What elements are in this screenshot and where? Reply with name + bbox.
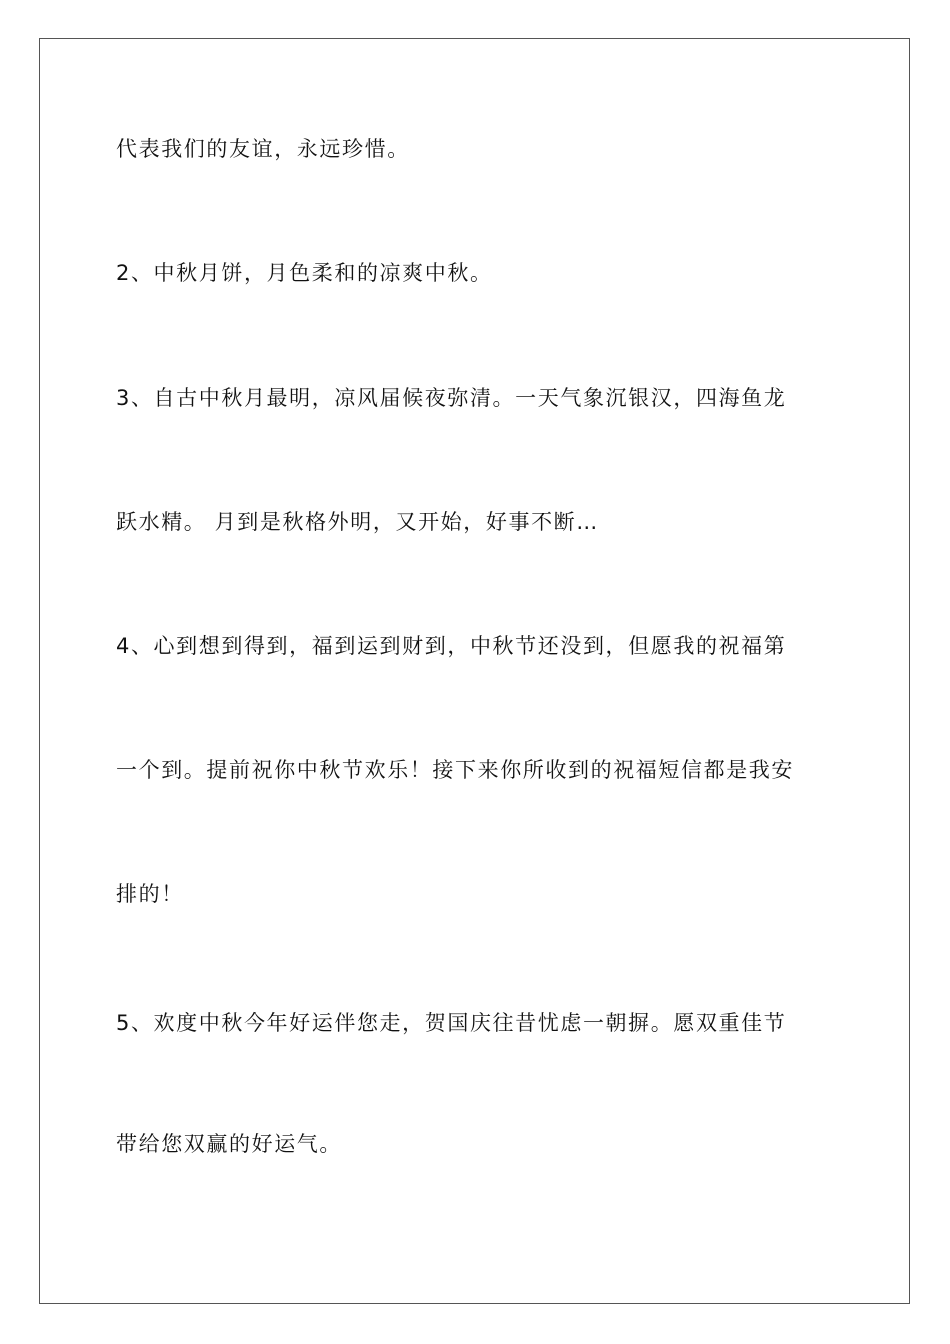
text-line-9: 带给您双赢的好运气。 (116, 1132, 342, 1156)
text-line-2: 2、中秋月饼，月色柔和的凉爽中秋。 (116, 261, 493, 285)
text-line-4: 跃水精。 月到是秋格外明，又开始，好事不断… (116, 510, 599, 534)
text-line-5: 4、心到想到得到，福到运到财到，中秋节还没到，但愿我的祝福第 (116, 634, 787, 658)
text-line-3: 3、自古中秋月最明，凉风届候夜弥清。一天气象沉银汉，四海鱼龙 (116, 386, 787, 410)
text-line-6: 一个到。提前祝你中秋节欢乐！接下来你所收到的祝福短信都是我安 (116, 758, 794, 782)
text-line-1: 代表我们的友谊，永远珍惜。 (116, 137, 410, 161)
text-line-8: 5、欢度中秋今年好运伴您走，贺国庆往昔忧虑一朝摒。愿双重佳节 (116, 1011, 787, 1035)
page-frame (39, 38, 910, 1304)
text-line-7: 排的！ (116, 882, 184, 906)
